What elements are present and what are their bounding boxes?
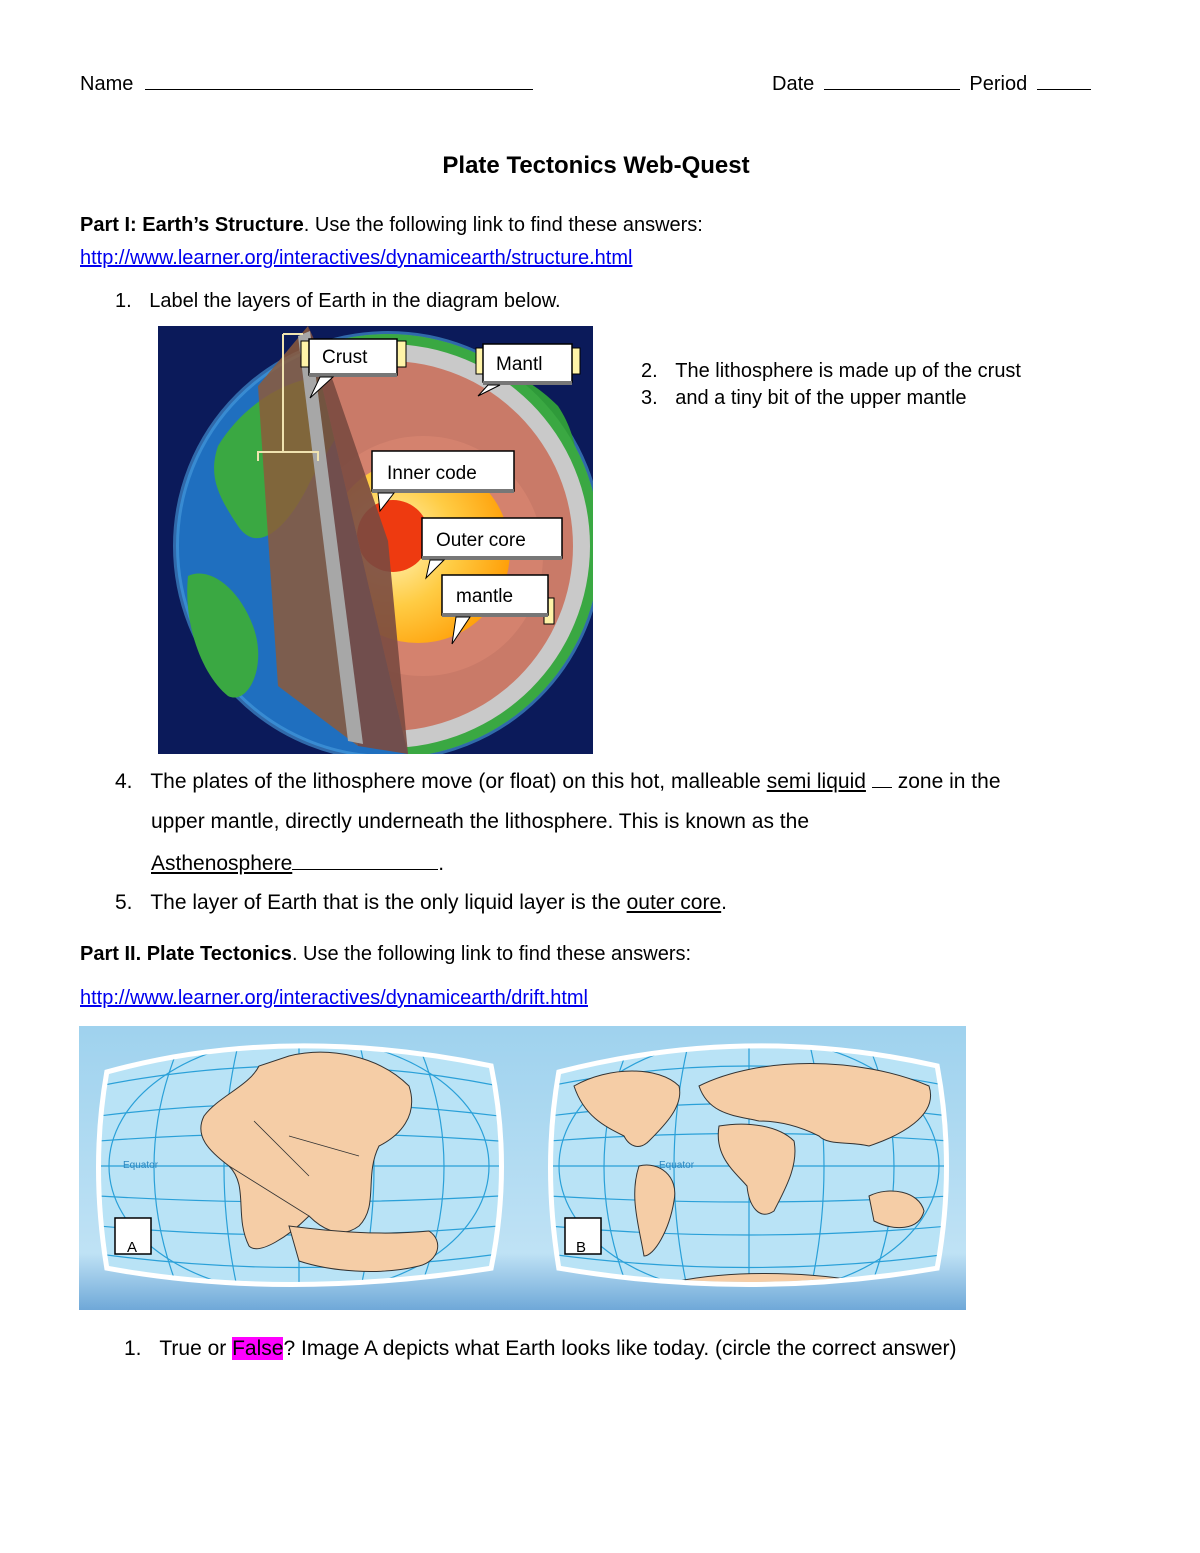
map-a-equator-label: Equator [123,1160,159,1171]
name-field[interactable] [80,71,533,96]
q5-answer[interactable]: outer core [626,891,722,914]
continental-drift-maps [79,1026,966,1310]
part1-q4-line2: upper mantle, directly underneath the lithosphere. This is known as the [151,810,809,833]
map-b-label: B [576,1239,587,1256]
date-blank[interactable] [824,71,960,90]
part1-link-line [80,247,632,270]
period-blank[interactable] [1037,71,1091,90]
p2-q1-text-a: True or [159,1337,233,1360]
part1-intro: . Use the following link to find these answers: [303,214,703,236]
part2-q1 [124,1337,957,1361]
name-blank[interactable] [145,71,533,90]
part2-intro: . Use the following link to find these answers: [291,943,692,965]
p2-q1-answer[interactable]: False [232,1337,284,1360]
label-mantle-lower: mantle [456,586,514,607]
part1-q4-line1 [115,769,1001,794]
label-outer-core: Outer core [436,530,526,551]
part1-q2 [641,360,1021,383]
q3-text: and a tiny bit of the upper mantle [675,387,967,409]
page-title: Plate Tectonics Web-Quest [442,152,750,179]
q1-number: 1. [115,290,132,312]
map-a-label: A [127,1239,138,1256]
label-crust: Crust [322,347,368,368]
q4-number: 4. [115,770,133,793]
part1-q5 [115,891,727,915]
q4-answer-1[interactable]: semi liquid [766,770,866,793]
part2-link-line [80,987,588,1010]
q4-answer-2[interactable]: Asthenosphere [151,852,293,875]
q5-number: 5. [115,891,133,914]
part2-heading-line [80,943,691,966]
p2-q1-number: 1. [124,1337,142,1360]
q3-number: 3. [641,387,658,409]
map-b [539,1026,966,1310]
part1-q3 [641,387,967,410]
map-b-equator-label: Equator [659,1160,695,1171]
part2-link[interactable]: http://www.learner.org/interactives/dynamicearth/drift.html [80,987,588,1009]
q2-number: 2. [641,360,658,382]
part1-q1 [115,290,561,313]
q5-end: . [721,891,728,914]
pangaea-landmass [289,1226,438,1271]
name-label: Name [80,73,134,95]
part1-link[interactable]: http://www.learner.org/interactives/dynamicearth/structure.html [80,247,633,269]
q4-answer-1-blank [872,769,892,788]
part1-q4-line3 [151,851,444,876]
q4-end: . [438,852,445,875]
part1-heading-line [80,214,703,237]
q5-text: The layer of Earth that is the only liquid layer is the [150,891,627,914]
label-inner-core: Inner code [387,463,477,484]
date-label: Date [772,73,815,95]
q1-text: Label the layers of Earth in the diagram below. [149,290,561,312]
p2-q1-text-b: ? Image A depicts what Earth looks like today. (circle the correct answer) [283,1337,957,1360]
map-a [79,1026,519,1310]
period-label: Period [969,73,1028,95]
label-mantle-top: Mantl [496,354,543,375]
q4-answer-2-blank [292,851,438,870]
q2-text: The lithosphere is made up of the crust [675,360,1021,382]
date-period-field[interactable] [772,71,1091,96]
part1-heading: Part I: Earth’s Structure [80,214,304,236]
earth-structure-diagram [158,326,593,754]
part2-heading: Part II. Plate Tectonics [80,943,292,965]
q4-text-b: zone in the [891,770,1001,793]
q4-text-a: The plates of the lithosphere move (or float) on this hot, malleable [150,770,767,793]
